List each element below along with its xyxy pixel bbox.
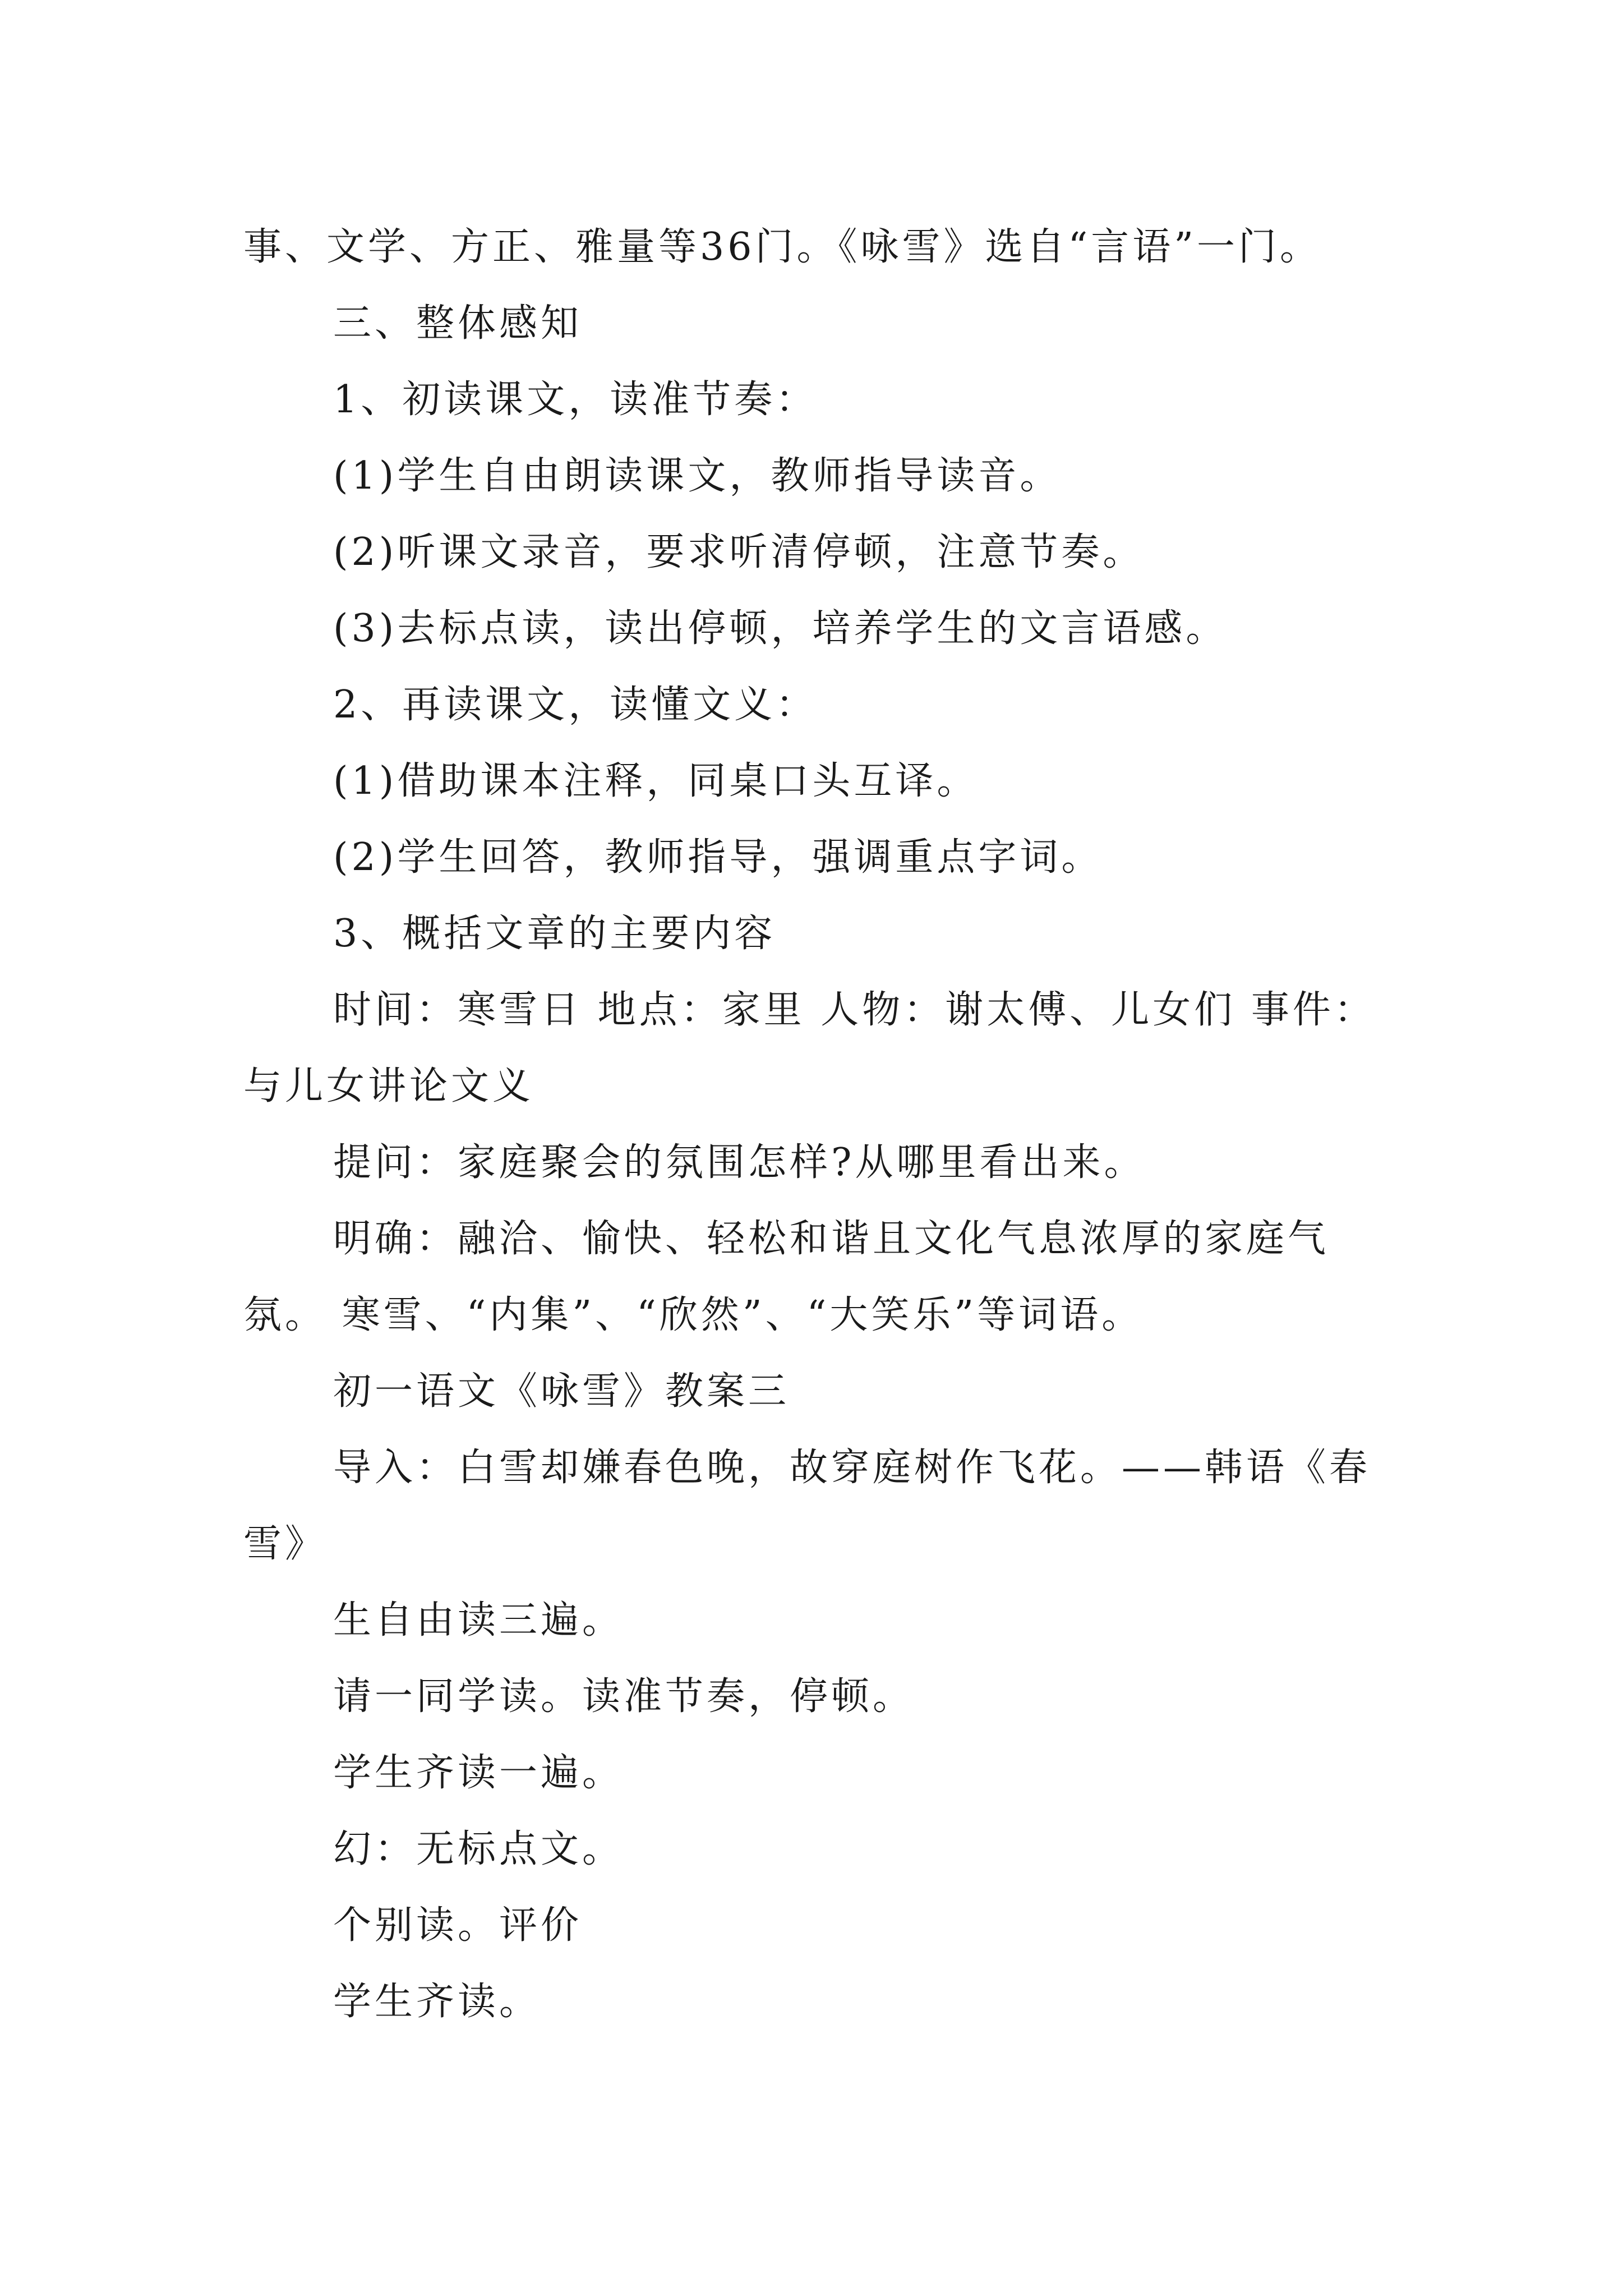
- paragraph: 提问：家庭聚会的氛围怎样?从哪里看出来。: [333, 1140, 1146, 1185]
- document-body: [243, 209, 1387, 2040]
- paragraph: 2、再读课文，读懂文义：: [333, 683, 818, 727]
- section-heading: 初一语文《咏雪》教案三: [333, 1369, 790, 1414]
- paragraph: 学生齐读一遍。: [333, 1751, 624, 1795]
- paragraph: (1)学生自由朗读课文，教师指导读音。: [333, 454, 1062, 498]
- paragraph: 1、初读课文，读准节奏：: [333, 378, 818, 422]
- paragraph: (3)去标点读，读出停顿，培养学生的文言语感。: [333, 606, 1228, 651]
- paragraph: 生自由读三遍。: [333, 1598, 624, 1642]
- paragraph: 3、概括文章的主要内容: [333, 912, 776, 956]
- section-heading: 三、整体感知: [333, 301, 583, 346]
- paragraph: 学生齐读。: [333, 1980, 541, 2024]
- paragraph: 时间：寒雪日 地点：家里 人物：谢太傅、儿女们 事件：与儿女讲论文义: [243, 988, 1376, 1108]
- paragraph: 请一同学读。读准节奏，停顿。: [333, 1674, 915, 1719]
- paragraph: 事、文学、方正、雅量等36门。《咏雪》选自“言语”一门。: [243, 225, 1322, 269]
- paragraph: 导入：白雪却嫌春色晚，故穿庭树作飞花。——韩语《春雪》: [243, 1446, 1371, 1566]
- paragraph: 明确：融洽、愉快、轻松和谐且文化气息浓厚的家庭气氛。 寒雪、“内集”、“欣然”、“大笑乐”等词语。: [243, 1217, 1330, 1337]
- paragraph: (1)借助课本注释，同桌口头互译。: [333, 759, 979, 803]
- paragraph: 幻：无标点文。: [333, 1827, 624, 1871]
- paragraph: (2)学生回答，教师指导，强调重点字词。: [333, 835, 1103, 880]
- paragraph: (2)听课文录音，要求听清停顿，注意节奏。: [333, 530, 1145, 574]
- paragraph: 个别读。评价: [333, 1903, 583, 1948]
